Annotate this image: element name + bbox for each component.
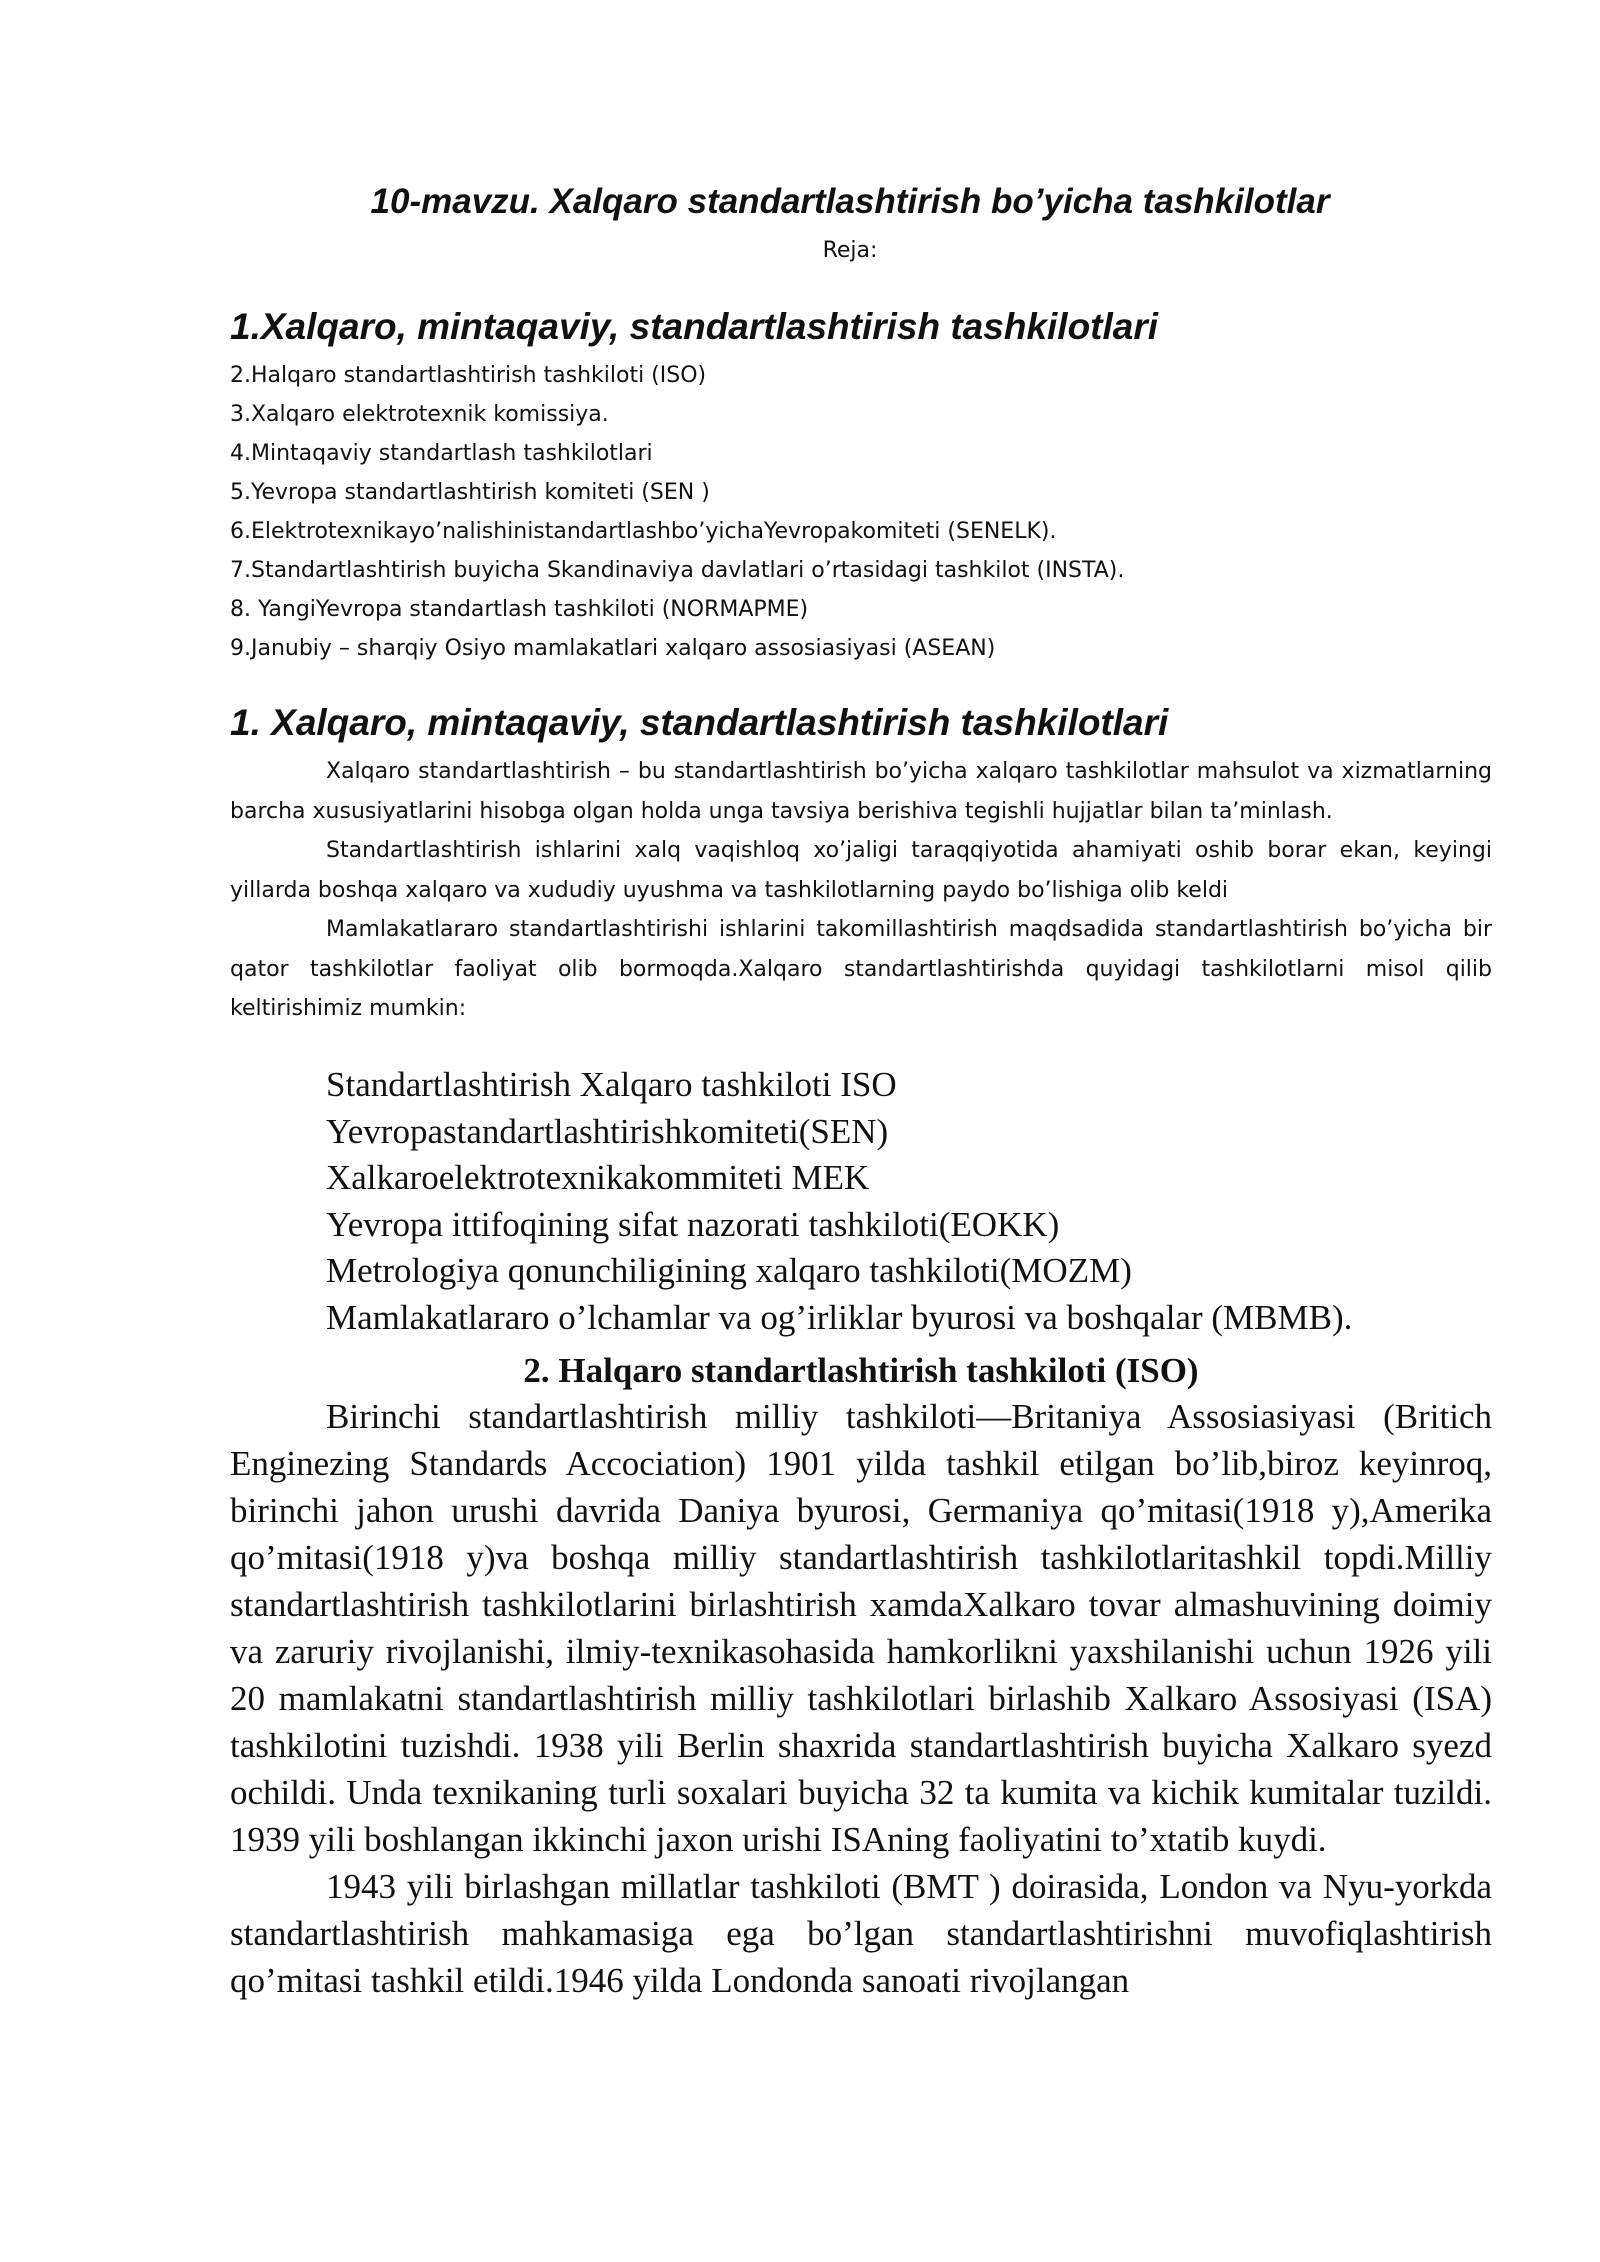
- organization-item: Xalkaroelektrotexnikakommiteti MEK: [326, 1158, 870, 1197]
- section2-body: [230, 1393, 1492, 2004]
- plan-item: 8. YangiYevropa standartlash tashkiloti (NORMAPME): [230, 597, 809, 622]
- organization-list: [326, 1062, 1352, 1341]
- plan-item: 9.Janubiy – sharqiy Osiyo mamlakatlari xalqaro assosiasiyasi (ASEAN): [230, 636, 996, 661]
- organization-item: Mamlakatlararo o’lchamlar va og’irliklar byurosi va boshqalar (MBMB).: [326, 1297, 1353, 1337]
- plan-item: 5.Yevropa standartlashtirish komiteti (SEN ): [230, 480, 710, 505]
- section1-heading: 1. Xalqaro, mintaqaviy, standartlashtirish tashkilotlari: [230, 702, 1169, 743]
- plan-item: 4.Mintaqaviy standartlash tashkilotlari: [230, 441, 653, 466]
- plan-item: 3.Xalqaro elektrotexnik komissiya.: [230, 402, 609, 427]
- section2-heading: 2. Halqaro standartlashtirish tashkiloti (ISO): [523, 1351, 1199, 1390]
- paragraph: Xalqaro standartlashtirish – bu standartlashtirish bo’yicha xalqaro tashkilotlar mahsulot va xizmatlarning barcha xususiyatlarini hisobga olgan holda unga tavsiya berishiva tegishli hujjatlar bilan ta’minlash.: [230, 759, 1492, 824]
- plan-item: 6.Elektrotexnikayo’nalishinistandartlashbo’yichaYevropakomiteti (SENELK).: [230, 519, 1057, 544]
- section1-body: [230, 752, 1492, 1029]
- paragraph: Mamlakatlararo standartlashtirishi ishlarini takomillashtirish maqdsadida standartlashtirish bo’yicha bir qator tashkilotlar faoliyat olib bormoqda.Xalqaro standartlashtirishda quyidagi tashkilotlarni misol qilib keltirishimiz mumkin:: [230, 917, 1492, 1021]
- plan-heading: 1.Xalqaro, mintaqaviy, standartlashtirish tashkilotlari: [230, 306, 1159, 347]
- paragraph: Birinchi standartlashtirish milliy tashkiloti—Britaniya Assosiasiyasi (Britich Enginezing Standards Accociation) 1901 yilda tashkil etilgan bo’lib,biroz keyinroq, birinchi jahon urushi davrida Daniya byurosi, Germaniya qo’mitasi(1918 y),Amerika qo’mitasi(1918 y)va boshqa milliy standartlashtirish tashkilotlaritashkil topdi.Milliy standartlashtirish tashkilotlarini birlashtirish xamdaXalkaro tovar almashuvining doimiy va zaruriy rivojlanishi, ilmiy-texnikasohasida hamkorlikni yaxshilanishi uchun 1926 yili 20 mamlakatni standartlashtirish milliy tashkilotlari birlashib Xalkaro Assosiyasi (ISA) tashkilotini tuzishdi. 1938 yili Berlin shaxrida standartlashtirish buyicha Xalkaro syezd ochildi. Unda texnikaning turli soxalari buyicha 32 ta kumita va kichik kumitalar tuzildi. 1939 yili boshlangan ikkinchi jaxon urishi ISAning faoliyatini to’xtatib kuydi.: [230, 1397, 1492, 1859]
- document-title: 10-mavzu. Xalqaro standartlashtirish bo’yicha tashkilotlar: [370, 182, 1330, 221]
- organization-item: Yevropastandartlashtirishkomiteti(SEN): [326, 1111, 889, 1151]
- plan-item: 7.Standartlashtirish buyicha Skandinaviya davlatlari o’rtasidagi tashkilot (INSTA).: [230, 558, 1125, 583]
- paragraph: 1943 yili birlashgan millatlar tashkiloti (BMT ) doirasida, London va Nyu-yorkda standartlashtirish mahkamasiga ega bo’lgan standartlashtirishni muvofiqlashtirish qo’mitasi tashkil etildi.1946 yilda Londonda sanoati rivojlangan: [230, 1867, 1492, 2000]
- organization-item: Metrologiya qonunchiligining xalqaro tashkiloti(MOZM): [326, 1251, 1132, 1290]
- plan-label: Reja:: [822, 238, 878, 263]
- organization-item: Yevropa ittifoqining sifat nazorati tashkiloti(EOKK): [326, 1204, 1060, 1244]
- paragraph: Standartlashtirish ishlarini xalq vaqishloq xo’jaligi taraqqiyotida ahamiyati oshib borar ekan, keyingi yillarda boshqa xalqaro va xududiy uyushma va tashkilotlarning paydo bo’lishiga olib keldi: [230, 838, 1492, 903]
- plan-item: 2.Halqaro standartlashtirish tashkiloti (ISO): [230, 363, 707, 388]
- plan-list: [230, 356, 1124, 668]
- organization-item: Standartlashtirish Xalqaro tashkiloti ISO: [326, 1065, 897, 1104]
